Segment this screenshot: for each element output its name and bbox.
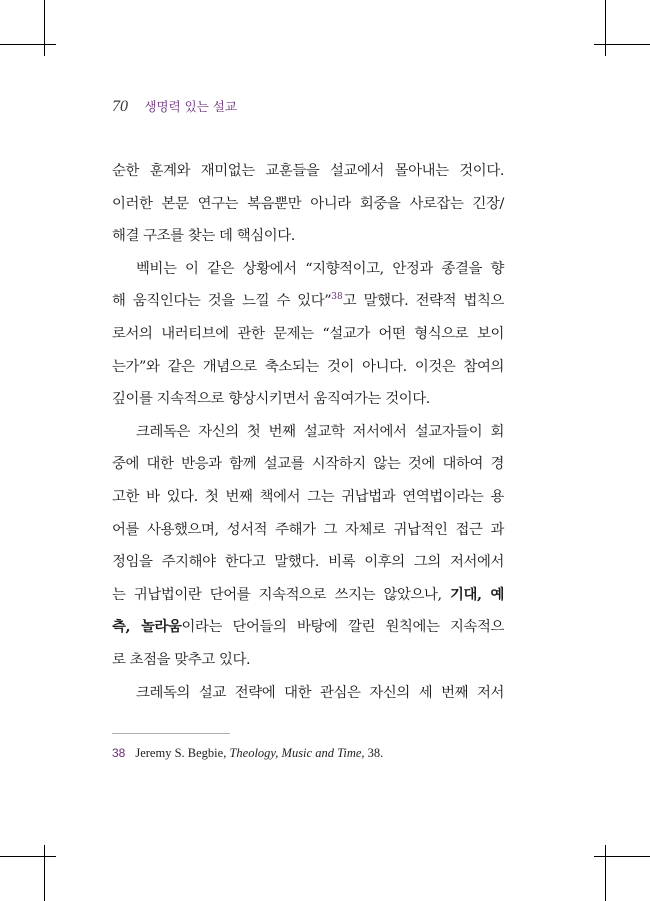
line-text: 어를 사용했으며, 성서적 주해가 그 자체로 귀납적인 접근 과	[112, 521, 504, 538]
line-text: 는 귀납법이란 단어를 지속적으로 쓰지는 않았으나,	[112, 586, 451, 603]
crop-mark-bottom-left-v	[44, 845, 45, 901]
text-line	[112, 514, 504, 547]
crop-mark-top-right-v	[605, 0, 606, 56]
emphasis-text: 기대, 예	[450, 585, 504, 603]
line-text: 벡비는 이 같은 상황에서 “지향적이고, 안정과 종결을 향	[136, 260, 504, 277]
crop-mark-top-left-h	[0, 44, 56, 45]
text-line	[112, 644, 504, 677]
footnote-author: Jeremy S. Begbie,	[135, 746, 230, 760]
line-text: 해 움직인다는 것을 느낄 수 있다”	[112, 293, 332, 310]
text-line	[112, 188, 504, 221]
line-text: 고한 바 있다. 첫 번째 책에서 그는 귀납법과 연역법이라는 용	[112, 488, 504, 505]
footnote-number: 38	[112, 746, 126, 760]
crop-mark-top-right-h	[594, 44, 650, 45]
footnote-reference: 38	[331, 292, 343, 303]
line-text: 이러한 본문 연구는 복음뿐만 아니라 회중을 사로잡는 긴장/	[112, 195, 504, 212]
line-text: 로 초점을 맞추고 있다.	[112, 651, 251, 668]
line-text: 순한 훈계와 재미없는 교훈들을 설교에서 몰아내는 것이다.	[112, 163, 504, 179]
text-line	[112, 220, 504, 253]
line-text: 크레독은 자신의 첫 번째 설교학 저서에서 설교자들이 회	[136, 423, 504, 440]
text-line	[112, 351, 504, 384]
line-text: 깊이를 지속적으로 향상시키면서 움직여가는 것이다.	[112, 391, 430, 408]
text-line	[112, 611, 504, 644]
text-line	[112, 155, 504, 188]
text-line	[112, 481, 504, 514]
line-text: 정임을 주지해야 한다고 말했다. 비록 이후의 그의 저서에서	[112, 554, 504, 571]
footnote-title: Theology, Music and Time	[229, 746, 362, 760]
text-line	[112, 546, 504, 579]
footnote	[112, 746, 383, 761]
text-line	[112, 416, 504, 449]
text-line	[112, 318, 504, 351]
text-line	[112, 285, 504, 318]
emphasis-text: 측, 놀라움	[112, 618, 182, 636]
crop-mark-top-left-v	[44, 0, 45, 56]
text-line	[112, 253, 504, 286]
page-number: 70	[112, 98, 128, 115]
crop-mark-bottom-right-h	[594, 856, 650, 857]
running-head	[112, 97, 237, 116]
text-line	[112, 448, 504, 481]
crop-mark-bottom-right-v	[605, 845, 606, 901]
text-line	[112, 383, 504, 416]
crop-mark-bottom-left-h	[0, 856, 56, 857]
line-text: 중에 대한 반응과 함께 설교를 시작하지 않는 것에 대하여 경	[112, 456, 504, 473]
footnote-tail: , 38.	[361, 746, 384, 760]
line-text: 로서의 내러티브에 관한 문제는 “설교가 어떤 형식으로 보이	[112, 325, 504, 342]
text-line	[112, 677, 504, 710]
line-text: 이라는 단어들의 바탕에 깔린 원칙에는 지속적으	[181, 619, 504, 636]
line-text: 해결 구조를 찾는 데 핵심이다.	[112, 228, 295, 245]
line-text: 는가”와 같은 개념으로 축소되는 것이 아니다. 이것은 참여의	[112, 358, 504, 375]
text-line	[112, 579, 504, 612]
line-text: 고 말했다. 전략적 법칙으	[342, 293, 504, 310]
footnote-rule	[112, 733, 230, 734]
body-text	[112, 155, 504, 709]
book-title: 생명력 있는 설교	[144, 99, 237, 114]
line-text: 크레독의 설교 전략에 대한 관심은 자신의 세 번째 저서	[136, 684, 504, 701]
